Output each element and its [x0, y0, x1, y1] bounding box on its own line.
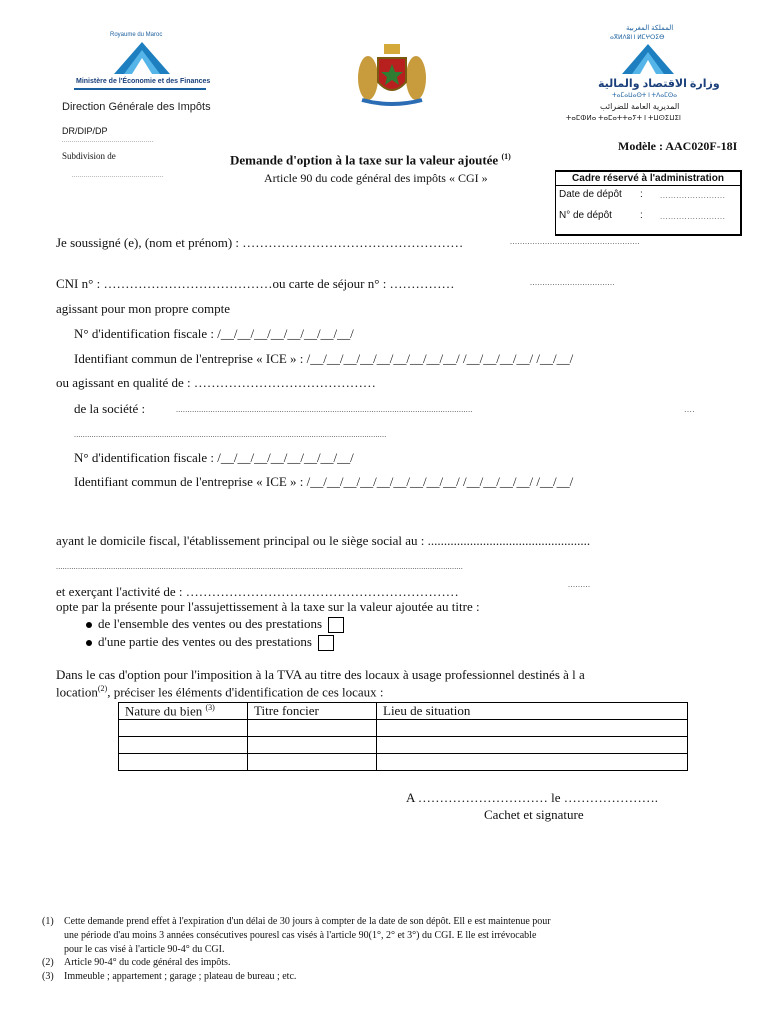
premises-location-word: location	[56, 684, 98, 700]
right-logo-tifinagh-2: ⵜⴰⵎⴰⵡⴰⵙⵜ ⵏ ⵜⴷⴰⵎⵙⴰ	[612, 93, 678, 99]
option-part-sales[interactable]	[86, 634, 334, 651]
option-all-checkbox[interactable]	[328, 617, 344, 633]
subdivision-dots: ..............................................	[72, 173, 164, 179]
admin-box-title: Cadre réservé à l'administration	[556, 172, 740, 186]
right-emblem-icon	[620, 42, 676, 76]
right-logo-tifinagh: ⴰⴳⵍⴷⵓⵏ ⵏ ⵍⵎⵖⵔⵉⴱ	[610, 35, 665, 41]
footnote-2-number: (2)	[42, 957, 54, 968]
deposit-date-field[interactable]: ........................	[660, 191, 726, 200]
soussigne-line[interactable]: Je soussigné (e), (nom et prénom) : ……………………………………………	[56, 235, 464, 250]
footnote-1-line-1: Cette demande prend effet à l'expiration d'un délai de 30 jours à compter de la date de son dépôt. Ell e est maintenue pour	[64, 916, 551, 927]
table-cell-location[interactable]	[377, 720, 688, 737]
right-dgi-tifinagh: ⵜⴰⵎⵀⵍⴰ ⵜⴰⵎⴰⵜⵜⴰⵢⵜ ⵏ ⵜⵡⵙⵉⵡⵉⵏ	[566, 115, 681, 122]
right-logo-ministry-ar: وزارة الاقتصاد والمالية	[598, 78, 720, 90]
premises-line-1: Dans le cas d'option pour l'imposition à la TVA au titre des locaux à usage professionnel destinés à l a	[56, 667, 585, 682]
ref-code: DR/DIP/DP	[62, 126, 108, 136]
opt-statement: opte par la présente pour l'assujettissement à la taxe sur la valeur ajoutée au titre :	[56, 599, 480, 614]
form-title	[230, 152, 511, 168]
quality-line[interactable]: ou agissant en qualité de : ……………………………………	[56, 375, 376, 390]
option-all-label: de l'ensemble des ventes ou des prestations	[98, 616, 323, 631]
title-note: (1)	[501, 152, 511, 161]
tax-id-field-2[interactable]: N° d'identification fiscale : /__/__/__/__/__/__/__/__/	[74, 450, 354, 465]
deposit-date-label: Date de dépôt	[559, 189, 622, 200]
tax-id-field-1[interactable]: N° d'identification fiscale : /__/__/__/__/__/__/__/__/	[74, 326, 354, 341]
deposit-date-colon: :	[640, 189, 643, 200]
form-title-text: Demande d'option à la taxe sur la valeur ajoutée	[230, 152, 499, 168]
soussigne-dots: ....................................................	[510, 237, 640, 246]
bullet-icon	[86, 640, 92, 646]
table-cell-nature[interactable]	[119, 754, 248, 771]
ministry-logo	[62, 30, 222, 125]
ref-code-dots: ..............................................	[62, 138, 154, 144]
option-part-checkbox[interactable]	[318, 635, 334, 651]
domicile-dots[interactable]: .........................................................................................................................................................................................	[56, 562, 463, 571]
table-header-row	[119, 703, 688, 720]
table-cell-land-title[interactable]	[248, 754, 377, 771]
table-cell-nature[interactable]	[119, 720, 248, 737]
company-dots-end: ….	[684, 405, 695, 414]
domicile-line[interactable]: ayant le domicile fiscal, l'établissement principal ou le siège social au : ..................................................	[56, 533, 591, 548]
table-header-location: Lieu de situation	[377, 703, 688, 720]
deposit-number-colon: :	[640, 210, 643, 221]
table-cell-location[interactable]	[377, 737, 688, 754]
table-row	[119, 737, 688, 754]
form-subtitle: Article 90 du code général des impôts « CGI »	[264, 171, 488, 185]
footnote-1-line-3: pour le cas visé à l'article 90-4° du CGI.	[64, 944, 225, 955]
admin-reserved-box	[555, 170, 742, 236]
kingdom-label: Royaume du Maroc	[110, 32, 163, 38]
activity-dots: .........	[568, 580, 591, 589]
activity-line[interactable]: et exerçant l'activité de : ………………………………………………………	[56, 584, 459, 599]
model-code: Modèle : AAC020F-18I	[618, 139, 738, 153]
table-row	[119, 720, 688, 737]
table-row	[119, 754, 688, 771]
table-header-nature: Nature du bien $^{(3)}$	[119, 703, 248, 720]
company-dots[interactable]: .................................................................................................................................	[176, 405, 473, 414]
footnote-3: Immeuble ; appartement ; garage ; plateau de bureau ; etc.	[64, 971, 297, 982]
table-header-land-title: Titre foncier	[248, 703, 377, 720]
premises-note: (2)	[97, 684, 108, 693]
footnote-2: Article 90-4° du code général des impôts.	[64, 957, 231, 968]
premises-line-2	[56, 684, 384, 700]
option-all-sales[interactable]	[86, 616, 344, 633]
table-header-note: (3)	[205, 703, 215, 712]
table-cell-nature[interactable]	[119, 737, 248, 754]
company-dots-2[interactable]: ..............................................................................................................................................	[74, 430, 387, 439]
dgi-label: Direction Générale des Impôts	[62, 101, 211, 113]
table-cell-land-title[interactable]	[248, 720, 377, 737]
premises-table	[118, 702, 688, 771]
ice-field-1[interactable]: Identifiant commun de l'entreprise « ICE » : /__/__/__/__/__/__/__/__/__/ /__/__/__/__/ /__/__/	[74, 351, 574, 366]
deposit-number-label: N° de dépôt	[559, 210, 612, 221]
right-ministry-logo	[560, 22, 730, 127]
table-cell-land-title[interactable]	[248, 737, 377, 754]
ministry-emblem-icon	[112, 40, 172, 76]
premises-instruction: , préciser les éléments d'identification de ces locaux :	[107, 684, 384, 700]
right-dgi-ar: المديرية العامة للضرائب	[600, 102, 680, 111]
ministry-divider	[74, 88, 206, 90]
bullet-icon	[86, 622, 92, 628]
coat-of-arms-icon	[352, 38, 432, 108]
place-date-line[interactable]: A ………………………… le ………………….	[406, 790, 659, 805]
footnote-3-number: (3)	[42, 971, 54, 982]
own-account-label: agissant pour mon propre compte	[56, 301, 231, 316]
footnote-1-line-2: une période d'au moins 3 années consécutives pouresl cas visés à l'article 90(1°, 2° et 3°) du CGI. E lle est irrévocable	[64, 930, 537, 941]
company-label: de la société :	[74, 401, 146, 416]
right-logo-arabic: المملكة المغربية	[626, 25, 674, 32]
cni-dots: ..................................	[530, 278, 615, 287]
subdivision-label: Subdivision de	[62, 151, 116, 161]
ice-field-2[interactable]: Identifiant commun de l'entreprise « ICE » : /__/__/__/__/__/__/__/__/__/ /__/__/__/__/ /__/__/	[74, 474, 574, 489]
option-part-label: d'une partie des ventes ou des prestations	[98, 634, 312, 649]
table-cell-location[interactable]	[377, 754, 688, 771]
cni-line[interactable]: CNI n° : …………………………………ou carte de séjour n° : ……………	[56, 276, 455, 291]
ministry-name: Ministère de l'Économie et des Finances	[76, 78, 211, 85]
signature-label: Cachet et signature	[484, 807, 584, 822]
deposit-number-field[interactable]: ........................	[660, 212, 726, 221]
footnote-1-number: (1)	[42, 916, 54, 927]
